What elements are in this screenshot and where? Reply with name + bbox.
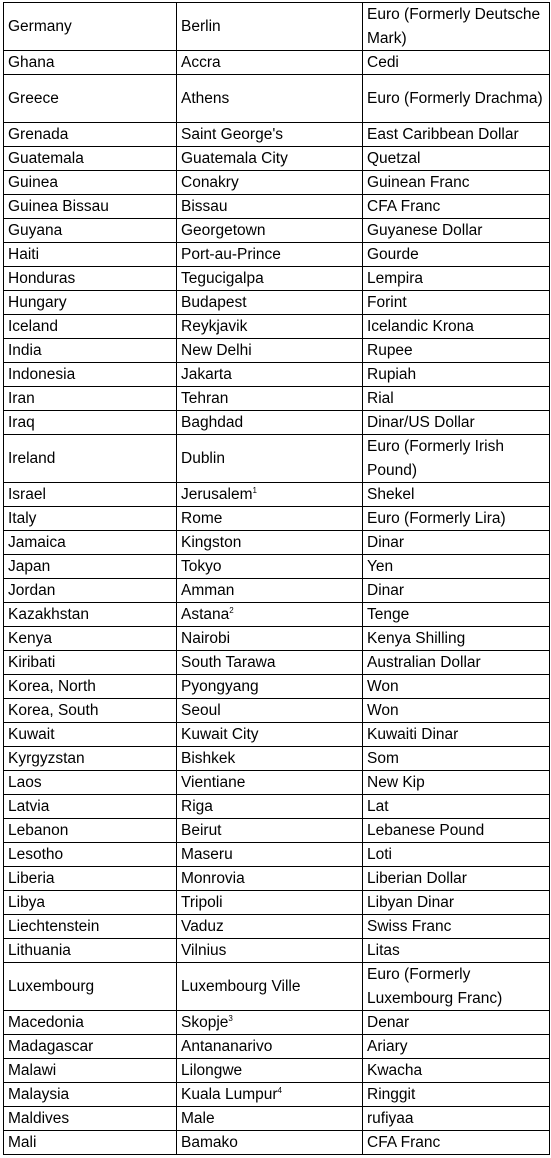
table-row	[4, 795, 550, 819]
capital-name: South Tarawa	[181, 654, 276, 671]
table-row	[4, 171, 550, 195]
capital-name: Luxembourg Ville	[181, 978, 301, 995]
capital-name: Beirut	[181, 822, 222, 839]
capital-cell	[177, 387, 363, 411]
country-cell: Kenya	[4, 627, 177, 651]
capital-cell	[177, 915, 363, 939]
currency-cell: Rupee	[363, 339, 550, 363]
capital-cell	[177, 795, 363, 819]
capital-cell	[177, 651, 363, 675]
country-cell: Guatemala	[4, 147, 177, 171]
capital-cell	[177, 603, 363, 627]
country-cell: Indonesia	[4, 363, 177, 387]
currency-cell: East Caribbean Dollar	[363, 123, 550, 147]
footnote-marker: 1	[252, 485, 257, 495]
capital-cell	[177, 819, 363, 843]
country-cell: Lesotho	[4, 843, 177, 867]
currency-cell: Rupiah	[363, 363, 550, 387]
currency-cell: Ariary	[363, 1035, 550, 1059]
table-row	[4, 579, 550, 603]
capital-cell	[177, 891, 363, 915]
capital-name: Berlin	[181, 18, 221, 35]
capital-cell	[177, 867, 363, 891]
capital-cell	[177, 627, 363, 651]
table-row	[4, 1035, 550, 1059]
country-cell: Iran	[4, 387, 177, 411]
table-row	[4, 51, 550, 75]
table-row	[4, 771, 550, 795]
table-row	[4, 507, 550, 531]
capital-name: New Delhi	[181, 342, 252, 359]
capital-cell	[177, 243, 363, 267]
table-row	[4, 387, 550, 411]
country-cell: Liberia	[4, 867, 177, 891]
capital-cell	[177, 1131, 363, 1155]
country-cell: Jordan	[4, 579, 177, 603]
capital-cell	[177, 171, 363, 195]
currency-cell: Icelandic Krona	[363, 315, 550, 339]
capital-name: Baghdad	[181, 414, 244, 431]
capital-cell	[177, 507, 363, 531]
capital-name: Bissau	[181, 198, 228, 215]
country-cell: Ghana	[4, 51, 177, 75]
country-cell: Ireland	[4, 435, 177, 483]
country-cell: Laos	[4, 771, 177, 795]
table-row	[4, 675, 550, 699]
country-cell: Kyrgyzstan	[4, 747, 177, 771]
currency-cell: Lat	[363, 795, 550, 819]
currency-cell: Dinar	[363, 531, 550, 555]
table-row	[4, 723, 550, 747]
capital-name: Vaduz	[181, 918, 224, 935]
country-cell: Honduras	[4, 267, 177, 291]
table-row	[4, 651, 550, 675]
currency-cell: Gourde	[363, 243, 550, 267]
capital-cell	[177, 411, 363, 435]
table-row	[4, 267, 550, 291]
currency-cell: Libyan Dinar	[363, 891, 550, 915]
country-cell: Kuwait	[4, 723, 177, 747]
capital-name: Tripoli	[181, 894, 223, 911]
footnote-marker: 3	[228, 1013, 233, 1023]
currency-cell: Denar	[363, 1011, 550, 1035]
table-row	[4, 435, 550, 483]
country-cell: Lebanon	[4, 819, 177, 843]
capital-cell	[177, 1083, 363, 1107]
currency-cell: Shekel	[363, 483, 550, 507]
country-table	[3, 2, 550, 1155]
table-row	[4, 483, 550, 507]
currency-cell: Guinean Franc	[363, 171, 550, 195]
table-row	[4, 243, 550, 267]
currency-cell: Euro (Formerly Lira)	[363, 507, 550, 531]
currency-cell: Won	[363, 699, 550, 723]
currency-cell: Lebanese Pound	[363, 819, 550, 843]
currency-cell: New Kip	[363, 771, 550, 795]
country-cell: Korea, South	[4, 699, 177, 723]
capital-name: Bishkek	[181, 750, 236, 767]
country-cell: Germany	[4, 3, 177, 51]
table-row	[4, 123, 550, 147]
country-cell: India	[4, 339, 177, 363]
capital-cell	[177, 75, 363, 123]
capital-name: Conakry	[181, 174, 239, 191]
capital-name: Pyongyang	[181, 678, 259, 695]
table-row	[4, 603, 550, 627]
footnote-marker: 4	[277, 1085, 282, 1095]
currency-cell: Kuwaiti Dinar	[363, 723, 550, 747]
capital-name: Nairobi	[181, 630, 231, 647]
currency-cell: Euro (Formerly Luxembourg Franc)	[363, 963, 550, 1011]
table-row	[4, 963, 550, 1011]
capital-cell	[177, 555, 363, 579]
currency-cell: Kwacha	[363, 1059, 550, 1083]
table-row	[4, 1059, 550, 1083]
capital-cell	[177, 747, 363, 771]
capital-name: Vientiane	[181, 774, 246, 791]
country-cell: Kazakhstan	[4, 603, 177, 627]
capital-cell	[177, 1059, 363, 1083]
country-cell: Lithuania	[4, 939, 177, 963]
currency-cell: rufiyaa	[363, 1107, 550, 1131]
capital-name: Jerusalem	[181, 486, 253, 503]
currency-cell: Quetzal	[363, 147, 550, 171]
country-cell: Haiti	[4, 243, 177, 267]
country-cell: Libya	[4, 891, 177, 915]
capital-name: Jakarta	[181, 366, 232, 383]
country-cell: Guinea Bissau	[4, 195, 177, 219]
table-row	[4, 867, 550, 891]
capital-name: Kingston	[181, 534, 242, 551]
currency-cell: CFA Franc	[363, 195, 550, 219]
currency-cell: Guyanese Dollar	[363, 219, 550, 243]
table-row	[4, 627, 550, 651]
capital-cell	[177, 963, 363, 1011]
capital-cell	[177, 843, 363, 867]
capital-name: Tokyo	[181, 558, 222, 575]
capital-name: Riga	[181, 798, 213, 815]
country-cell: Grenada	[4, 123, 177, 147]
capital-cell	[177, 339, 363, 363]
capital-name: Reykjavik	[181, 318, 248, 335]
capital-name: Seoul	[181, 702, 221, 719]
table-row	[4, 75, 550, 123]
currency-cell: Dinar/US Dollar	[363, 411, 550, 435]
country-cell: Japan	[4, 555, 177, 579]
country-cell: Liechtenstein	[4, 915, 177, 939]
country-cell: Italy	[4, 507, 177, 531]
table-row	[4, 339, 550, 363]
currency-cell: Tenge	[363, 603, 550, 627]
table-row	[4, 843, 550, 867]
table-body	[4, 3, 550, 1155]
capital-name: Port-au-Prince	[181, 246, 281, 263]
currency-cell: Litas	[363, 939, 550, 963]
table-row	[4, 1131, 550, 1155]
capital-cell	[177, 1011, 363, 1035]
currency-cell: Dinar	[363, 579, 550, 603]
country-cell: Jamaica	[4, 531, 177, 555]
currency-cell: Swiss Franc	[363, 915, 550, 939]
country-cell: Israel	[4, 483, 177, 507]
table-row	[4, 891, 550, 915]
country-cell: Malawi	[4, 1059, 177, 1083]
capital-name: Budapest	[181, 294, 247, 311]
capital-name: Vilnius	[181, 942, 227, 959]
capital-name: Amman	[181, 582, 235, 599]
country-cell: Guyana	[4, 219, 177, 243]
table-row	[4, 1107, 550, 1131]
country-cell: Luxembourg	[4, 963, 177, 1011]
currency-cell: Euro (Formerly Irish Pound)	[363, 435, 550, 483]
currency-cell: Liberian Dollar	[363, 867, 550, 891]
capital-cell	[177, 531, 363, 555]
country-cell: Iceland	[4, 315, 177, 339]
currency-cell: Som	[363, 747, 550, 771]
capital-name: Georgetown	[181, 222, 266, 239]
capital-name: Lilongwe	[181, 1062, 243, 1079]
country-cell: Macedonia	[4, 1011, 177, 1035]
capital-cell	[177, 51, 363, 75]
capital-cell	[177, 291, 363, 315]
capital-name: Antananarivo	[181, 1038, 273, 1055]
capital-cell	[177, 483, 363, 507]
table-row	[4, 915, 550, 939]
currency-cell: Australian Dollar	[363, 651, 550, 675]
country-cell: Korea, North	[4, 675, 177, 699]
capital-name: Skopje	[181, 1014, 229, 1031]
capital-cell	[177, 219, 363, 243]
capital-name: Accra	[181, 54, 221, 71]
table-row	[4, 699, 550, 723]
country-cell: Maldives	[4, 1107, 177, 1131]
country-cell: Mali	[4, 1131, 177, 1155]
currency-cell: CFA Franc	[363, 1131, 550, 1155]
country-cell: Latvia	[4, 795, 177, 819]
currency-cell: Euro (Formerly Drachma)	[363, 75, 550, 123]
capital-cell	[177, 363, 363, 387]
capital-cell	[177, 195, 363, 219]
currency-cell: Kenya Shilling	[363, 627, 550, 651]
capital-name: Tegucigalpa	[181, 270, 264, 287]
table-row	[4, 147, 550, 171]
capital-cell	[177, 579, 363, 603]
currency-cell: Lempira	[363, 267, 550, 291]
table-row	[4, 819, 550, 843]
table-row	[4, 195, 550, 219]
capital-cell	[177, 723, 363, 747]
currency-cell: Loti	[363, 843, 550, 867]
capital-name: Maseru	[181, 846, 233, 863]
currency-cell: Yen	[363, 555, 550, 579]
capital-name: Tehran	[181, 390, 229, 407]
currency-cell: Ringgit	[363, 1083, 550, 1107]
country-cell: Iraq	[4, 411, 177, 435]
capital-cell	[177, 1107, 363, 1131]
currency-cell: Euro (Formerly Deutsche Mark)	[363, 3, 550, 51]
capital-name: Dublin	[181, 450, 225, 467]
country-cell: Hungary	[4, 291, 177, 315]
capital-cell	[177, 147, 363, 171]
capital-name: Male	[181, 1110, 215, 1127]
table-row	[4, 411, 550, 435]
capital-name: Rome	[181, 510, 223, 527]
capital-cell	[177, 771, 363, 795]
table-row	[4, 747, 550, 771]
capital-name: Monrovia	[181, 870, 245, 887]
country-cell: Greece	[4, 75, 177, 123]
table-row	[4, 363, 550, 387]
table-row	[4, 1083, 550, 1107]
country-cell: Guinea	[4, 171, 177, 195]
currency-cell: Won	[363, 675, 550, 699]
capital-name: Astana	[181, 606, 230, 623]
capital-cell	[177, 675, 363, 699]
table-row	[4, 219, 550, 243]
country-cell: Madagascar	[4, 1035, 177, 1059]
table-row	[4, 3, 550, 51]
capital-cell	[177, 435, 363, 483]
capital-cell	[177, 315, 363, 339]
table-row	[4, 291, 550, 315]
capital-cell	[177, 1035, 363, 1059]
capital-cell	[177, 123, 363, 147]
table-row	[4, 315, 550, 339]
capital-name: Guatemala City	[181, 150, 288, 167]
footnote-marker: 2	[229, 605, 234, 615]
capital-cell	[177, 699, 363, 723]
table-row	[4, 555, 550, 579]
capital-cell	[177, 267, 363, 291]
capital-cell	[177, 3, 363, 51]
country-cell: Kiribati	[4, 651, 177, 675]
currency-cell: Cedi	[363, 51, 550, 75]
capital-name: Kuwait City	[181, 726, 259, 743]
table-row	[4, 531, 550, 555]
capital-name: Athens	[181, 90, 230, 107]
currency-cell: Forint	[363, 291, 550, 315]
capital-name: Bamako	[181, 1134, 238, 1151]
table-row	[4, 1011, 550, 1035]
table-row	[4, 939, 550, 963]
capital-name: Kuala Lumpur	[181, 1086, 278, 1103]
capital-cell	[177, 939, 363, 963]
country-cell: Malaysia	[4, 1083, 177, 1107]
currency-cell: Rial	[363, 387, 550, 411]
capital-name: Saint George's	[181, 126, 284, 143]
